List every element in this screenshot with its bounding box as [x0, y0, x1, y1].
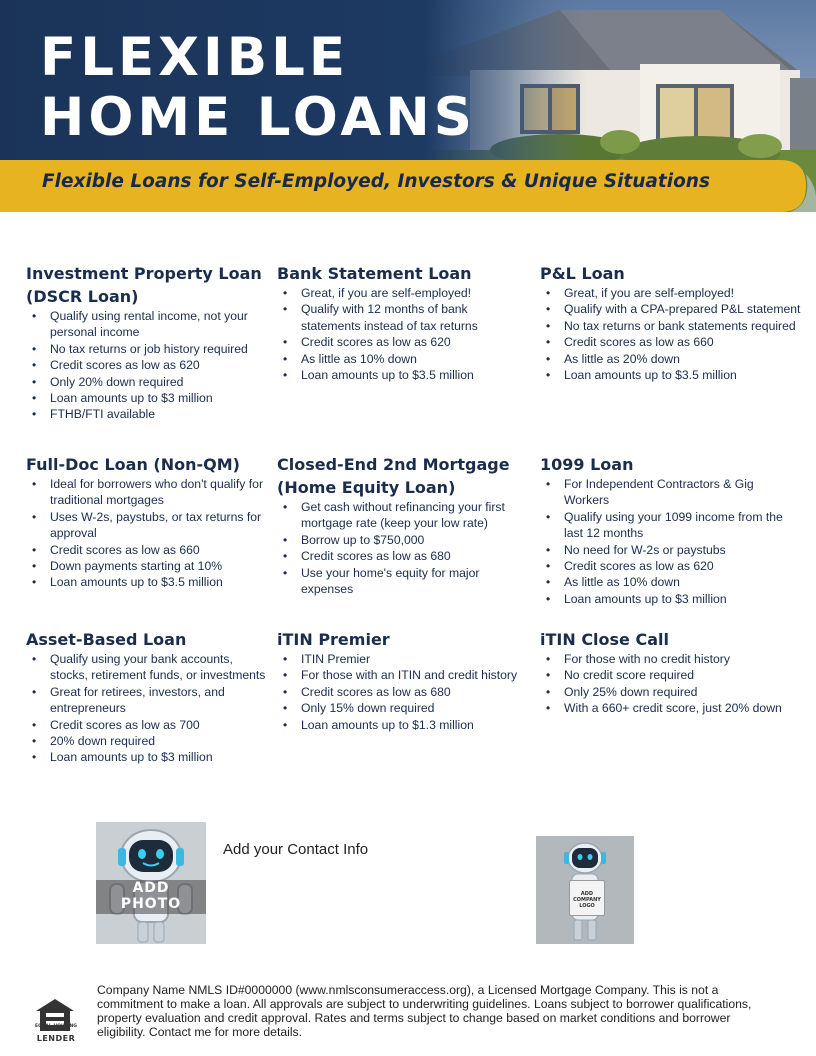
loan-title: Bank Statement Loan: [277, 264, 472, 283]
list-item: • Use your home's equity for major expenses: [277, 565, 533, 598]
ehl-line1: EQUAL HOUSING: [35, 1024, 77, 1029]
list-item: • No need for W-2s or paystubs: [540, 542, 802, 558]
add-logo-placeholder[interactable]: [536, 836, 634, 944]
list-item: • For those with an ITIN and credit history: [277, 667, 533, 683]
logo-sign: ADD COMPANY LOGO: [569, 880, 605, 916]
list-item: • Credit scores as low as 680: [277, 684, 533, 700]
list-item: • Qualify using rental income, not your personal income: [26, 308, 266, 341]
list-item: • Loan amounts up to $3 million: [26, 749, 266, 765]
loan-bullets: [26, 476, 266, 591]
list-item: • Qualify using your bank accounts, stocks, retirement funds, or investments: [26, 651, 266, 684]
list-item: • No tax returns or bank statements required: [540, 318, 802, 334]
hero-banner: [0, 0, 816, 212]
loan-title: iTIN Premier: [277, 630, 390, 649]
list-item: • As little as 10% down: [277, 351, 529, 367]
list-item: • Get cash without refinancing your first mortgage rate (keep your low rate): [277, 499, 533, 532]
loan-block-itin-close-call: [540, 628, 802, 717]
list-item: • Great, if you are self-employed!: [277, 285, 529, 301]
list-item: • No tax returns or job history required: [26, 341, 266, 357]
ehl-line2: LENDER: [36, 1034, 76, 1043]
list-item: • For Independent Contractors & Gig Workers: [540, 476, 802, 509]
list-item: • Credit scores as low as 660: [26, 542, 266, 558]
list-item: • Only 20% down required: [26, 374, 266, 390]
list-item: • Loan amounts up to $1.3 million: [277, 717, 533, 733]
loan-bullets: [540, 651, 802, 717]
list-item: • Loan amounts up to $3.5 million: [540, 367, 802, 383]
photo-label-line1: ADD: [132, 880, 170, 896]
loan-block-bank-statement: [277, 262, 529, 383]
list-item: • For those with no credit history: [540, 651, 802, 667]
title-line-2: HOME LOANS: [40, 87, 476, 148]
loan-bullets: [26, 308, 266, 423]
list-item: • Qualify with a CPA-prepared P&L statement: [540, 301, 802, 317]
loan-block-dscr: [26, 262, 266, 423]
list-item: • Loan amounts up to $3 million: [540, 591, 802, 607]
list-item: • Borrow up to $750,000: [277, 532, 533, 548]
list-item: • Credit scores as low as 620: [277, 334, 529, 350]
list-item: • Credit scores as low as 620: [540, 558, 802, 574]
list-item: • Ideal for borrowers who don't qualify for traditional mortgages: [26, 476, 266, 509]
photo-label-line2: PHOTO: [120, 896, 182, 912]
disclaimer: Company Name NMLS ID#0000000 (www.nmlsconsumeraccess.org), a Licensed Mortgage Company. This is not a commitment to make a loan. All approvals are subject to underwriting guidelines. Loans subject to borrower qualifications, property evaluation and credit approval. Rates and terms subject to change based on market conditions and borrower eligibility. Contact me for more details.: [97, 983, 752, 1039]
loan-bullets: [540, 285, 802, 383]
loan-bullets: [277, 285, 529, 383]
list-item: • Great for retirees, investors, and entrepreneurs: [26, 684, 266, 717]
list-item: • Only 25% down required: [540, 684, 802, 700]
list-item: • Only 15% down required: [277, 700, 533, 716]
loan-block-asset-based: [26, 628, 266, 766]
loan-title: 1099 Loan: [540, 455, 634, 474]
list-item: • Credit scores as low as 620: [26, 357, 266, 373]
loan-title: Full-Doc Loan (Non-QM): [26, 455, 240, 474]
loan-block-full-doc: [26, 453, 266, 591]
loan-block-closed-end-2nd: [277, 453, 533, 597]
loan-block-1099: [540, 453, 802, 607]
add-photo-placeholder[interactable]: [96, 822, 206, 944]
list-item: • With a 660+ credit score, just 20% down: [540, 700, 802, 716]
list-item: • Qualify with 12 months of bank statements instead of tax returns: [277, 301, 529, 334]
page-title: [40, 28, 476, 148]
loan-title: Investment Property Loan (DSCR Loan): [26, 264, 262, 306]
loan-title: Closed-End 2nd Mortgage (Home Equity Loan): [277, 455, 510, 497]
list-item: • Credit scores as low as 660: [540, 334, 802, 350]
list-item: • Credit scores as low as 700: [26, 717, 266, 733]
loan-block-itin-premier: [277, 628, 533, 733]
list-item: • As little as 10% down: [540, 574, 802, 590]
loan-bullets: [26, 651, 266, 766]
subtitle: Flexible Loans for Self-Employed, Investors & Unique Situations: [42, 171, 710, 192]
loan-title: P&L Loan: [540, 264, 625, 283]
title-line-1: FLEXIBLE: [40, 27, 350, 88]
list-item: • Uses W-2s, paystubs, or tax returns for approval: [26, 509, 266, 542]
loan-title: Asset-Based Loan: [26, 630, 187, 649]
loan-bullets: [277, 499, 533, 597]
add-photo-label: [96, 880, 206, 914]
list-item: • 20% down required: [26, 733, 266, 749]
loan-bullets: [540, 476, 802, 607]
contact-info-placeholder[interactable]: Add your Contact Info: [223, 841, 369, 858]
loan-bullets: [277, 651, 533, 733]
loan-title: iTIN Close Call: [540, 630, 669, 649]
list-item: • ITIN Premier: [277, 651, 533, 667]
list-item: • Great, if you are self-employed!: [540, 285, 802, 301]
list-item: • Qualify using your 1099 income from the last 12 months: [540, 509, 802, 542]
list-item: • Credit scores as low as 680: [277, 548, 533, 564]
list-item: • Loan amounts up to $3 million: [26, 390, 266, 406]
list-item: • No credit score required: [540, 667, 802, 683]
list-item: • FTHB/FTI available: [26, 406, 266, 422]
list-item: • As little as 20% down: [540, 351, 802, 367]
list-item: • Loan amounts up to $3.5 million: [26, 574, 266, 590]
list-item: • Down payments starting at 10%: [26, 558, 266, 574]
loan-block-pl: [540, 262, 802, 383]
list-item: • Loan amounts up to $3.5 million: [277, 367, 529, 383]
